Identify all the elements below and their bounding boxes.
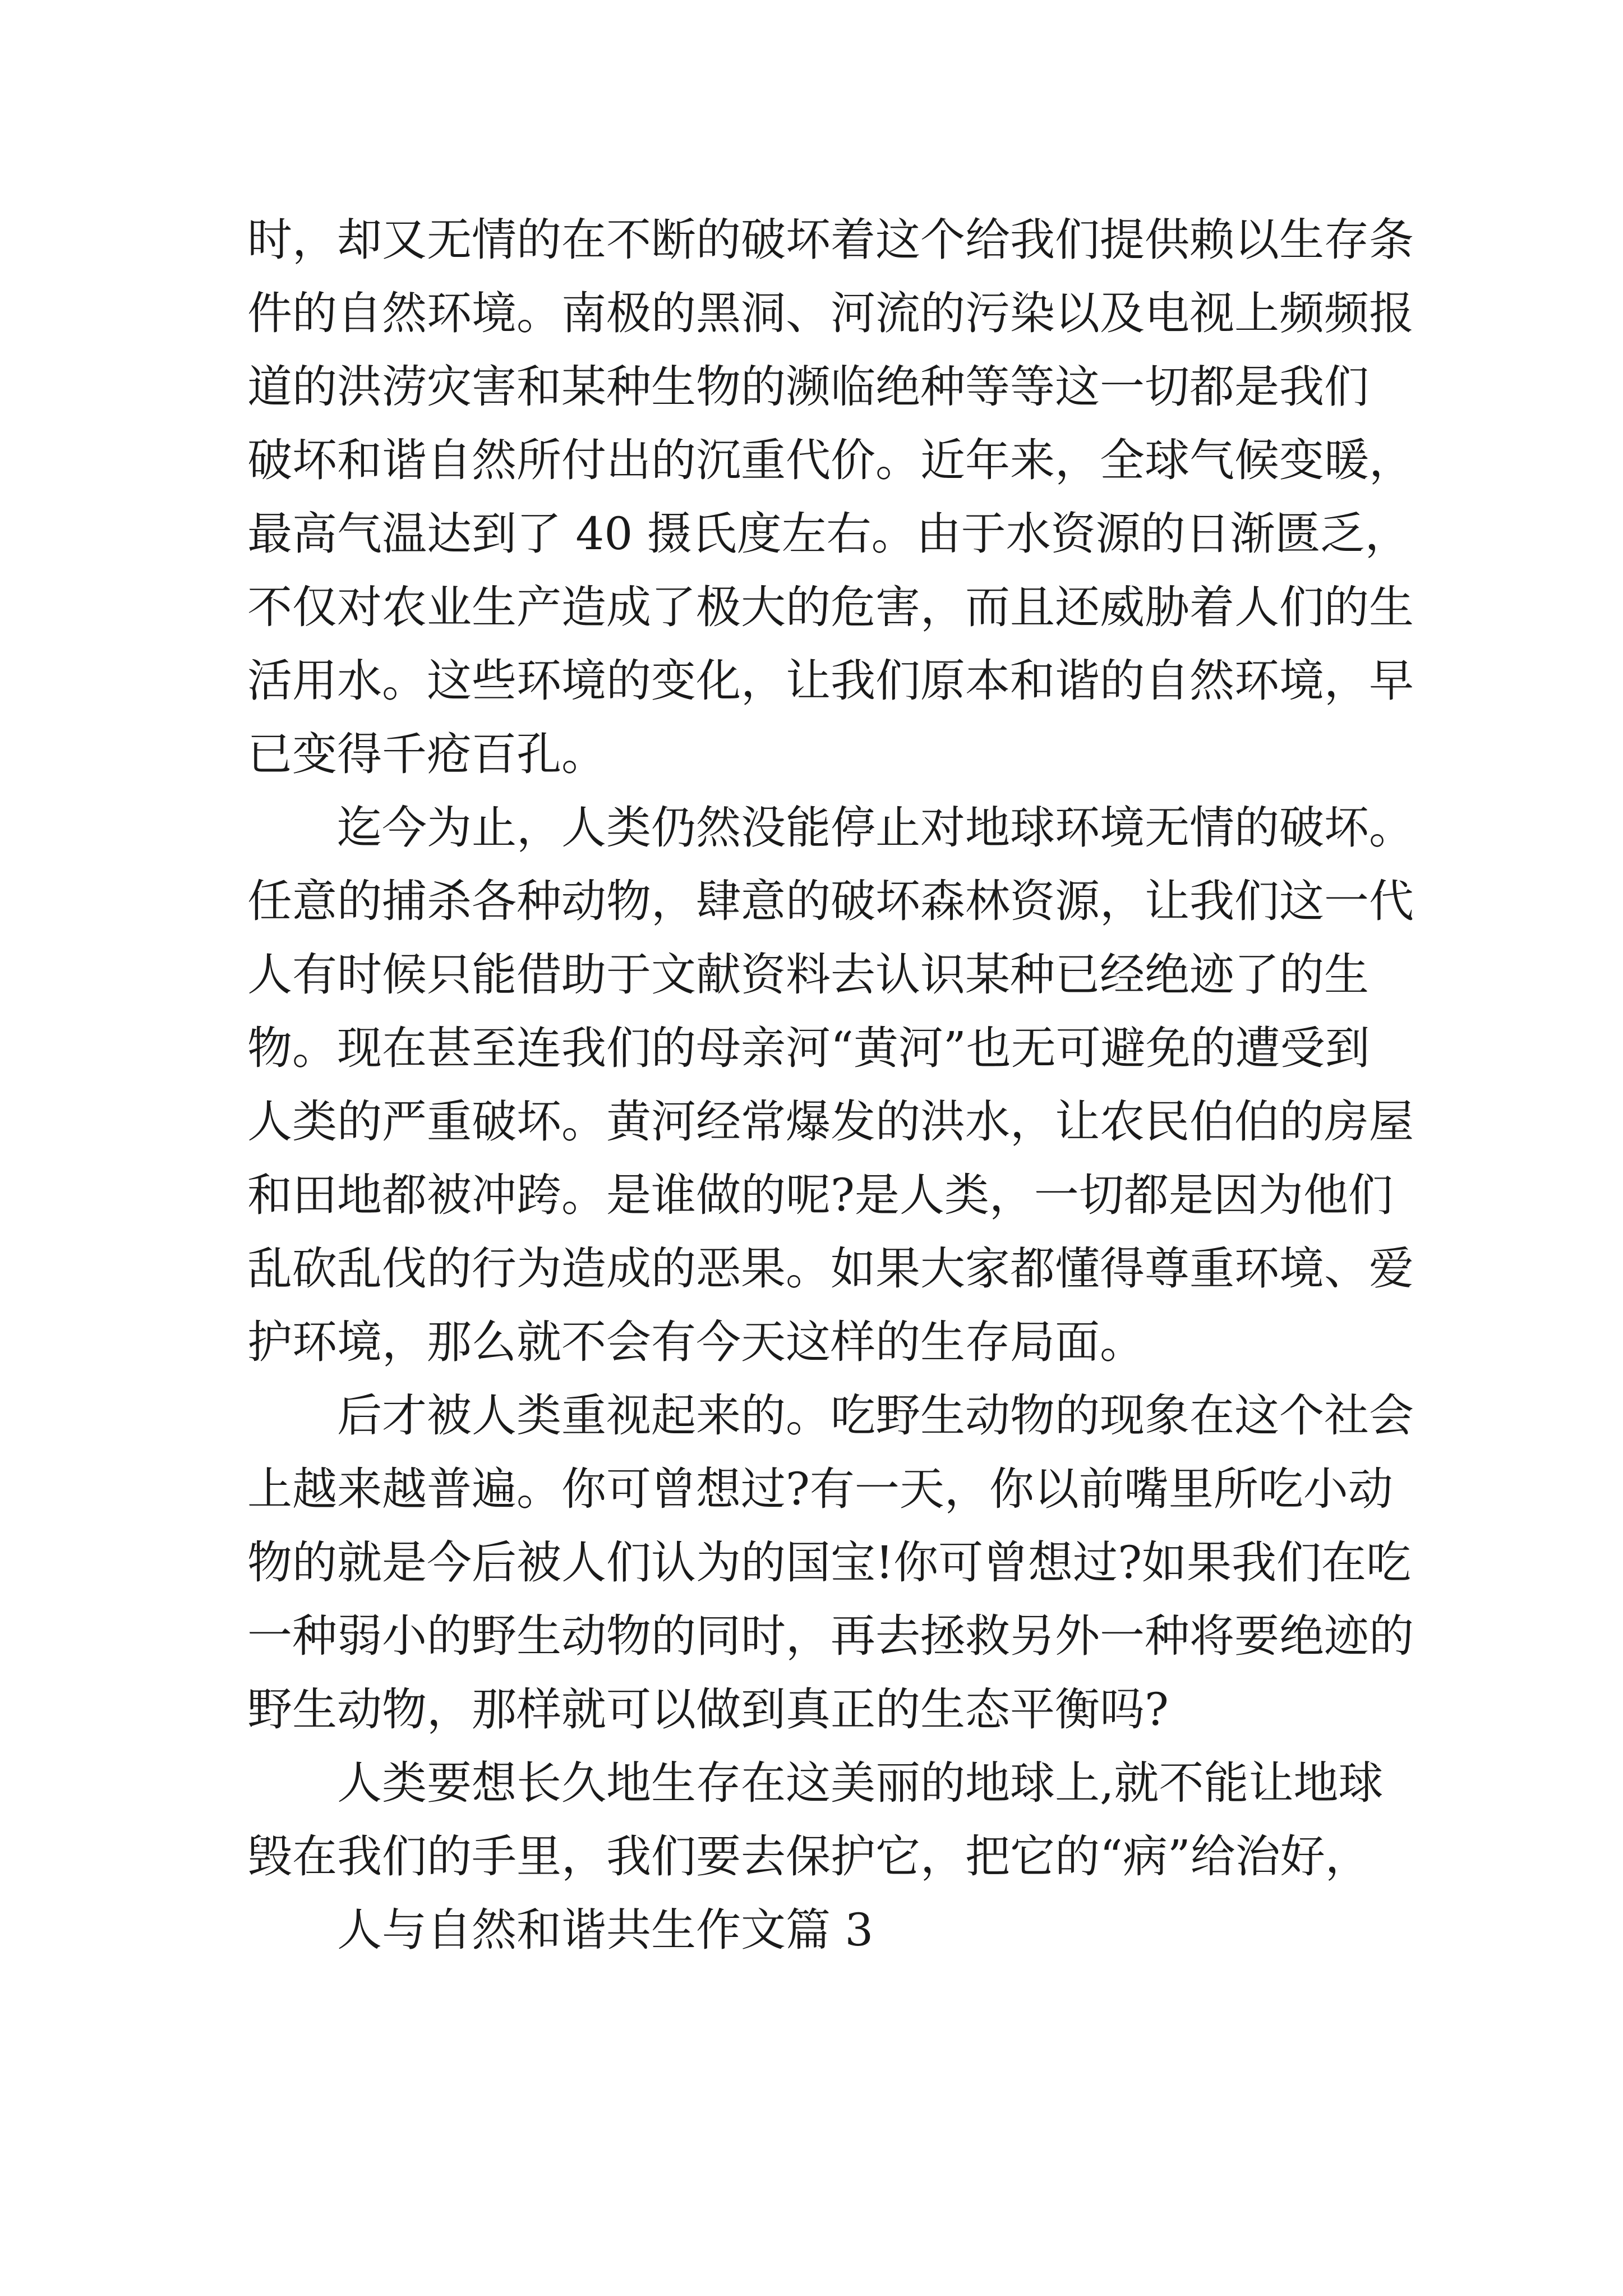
text-line: 后才被人类重视起来的。吃野生动物的现象在这个社会: [337, 1389, 1414, 1442]
text-line: 野生动物，那样就可以做到真正的生态平衡吗?: [247, 1683, 1169, 1736]
document-body: [247, 203, 1414, 1967]
text-line: 已变得千疮百孔。: [247, 728, 606, 780]
text-line: 任意的捕杀各种动物，肆意的破坏森林资源，让我们这一代: [247, 875, 1414, 927]
paragraph-2: [247, 791, 1414, 1379]
text-line: 道的洪涝灾害和某种生物的濒临绝种等等这一切都是我们: [247, 361, 1369, 413]
text-line: 护环境，那么就不会有今天这样的生存局面。: [247, 1316, 1145, 1368]
text-line: 乱砍乱伐的行为造成的恶果。如果大家都懂得尊重环境、爱: [247, 1243, 1414, 1295]
text-line: 人类要想长久地生存在这美丽的地球上,就不能让地球: [337, 1757, 1384, 1809]
text-line: 人类的严重破坏。黄河经常爆发的洪水，让农民伯伯的房屋: [247, 1096, 1414, 1148]
text-line: 和田地都被冲跨。是谁做的呢?是人类，一切都是因为他们: [247, 1169, 1393, 1221]
text-line: 不仅对农业生产造成了极大的危害，而且还威胁着人们的生: [247, 581, 1414, 633]
text-line: 上越来越普遍。你可曾想过?有一天，你以前嘴里所吃小动: [247, 1463, 1393, 1515]
text-line: 物。现在甚至连我们的母亲河“黄河”也无可避免的遭受到: [247, 1022, 1370, 1074]
text-line: 破坏和谐自然所付出的沉重代价。近年来，全球气候变暖，: [247, 434, 1414, 486]
text-line: 人有时候只能借助于文献资料去认识某种已经绝迹了的生: [247, 949, 1369, 1001]
text-line: 物的就是今后被人们认为的国宝!你可曾想过?如果我们在吃: [247, 1536, 1412, 1589]
text-line: 一种弱小的野生动物的同时，再去拯救另外一种将要绝迹的: [247, 1610, 1414, 1662]
section-heading: [247, 1893, 1380, 1967]
text-line: 最高气温达到了 40 摄氏度左右。由于水资源的日渐匮乏，: [247, 508, 1410, 560]
text-line: 迄今为止，人类仍然没能停止对地球环境无情的破坏。: [337, 802, 1414, 854]
paragraph-1: [247, 203, 1414, 791]
text-line: 活用水。这些环境的变化，让我们原本和谐的自然环境，早: [247, 655, 1414, 707]
text-line: 时，却又无情的在不断的破坏着这个给我们提供赖以生存条: [247, 214, 1414, 266]
heading-line: 人与自然和谐共生作文篇 3: [337, 1904, 874, 1956]
paragraph-4: [247, 1746, 1384, 1893]
paragraph-3: [247, 1379, 1414, 1746]
text-line: 件的自然环境。南极的黑洞、河流的污染以及电视上频频报: [247, 287, 1414, 339]
text-line: 毁在我们的手里，我们要去保护它，把它的“病”给治好，: [247, 1830, 1370, 1883]
